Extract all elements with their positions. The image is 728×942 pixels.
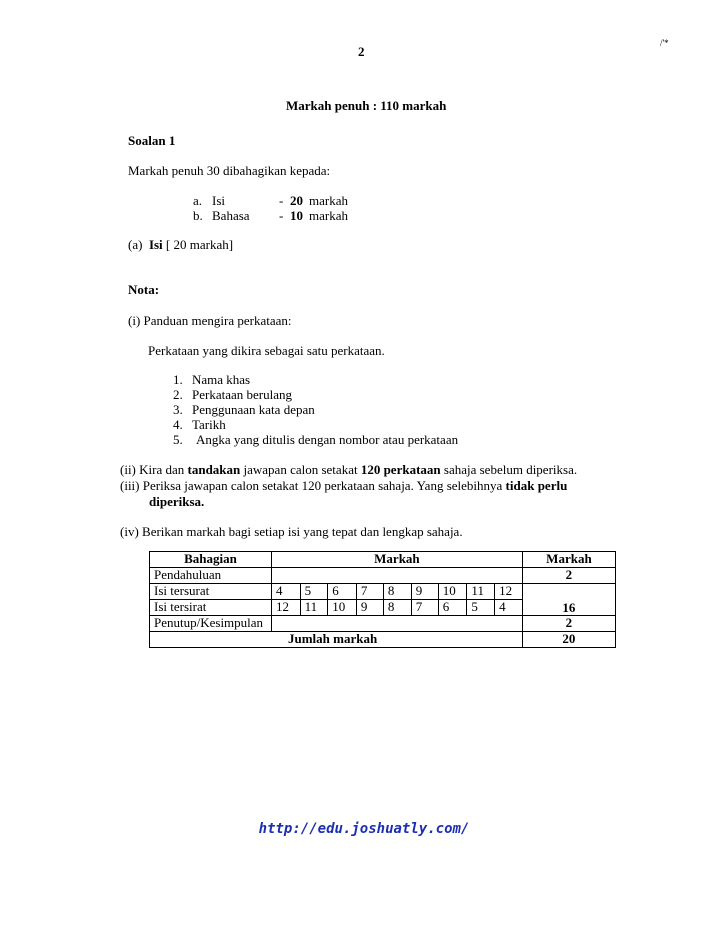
note-ii-text-3: sahaja sebelum diperiksa. — [440, 462, 578, 477]
table-row — [150, 584, 616, 600]
row-total: 2 — [522, 568, 615, 584]
row-label: Isi tersirat — [150, 600, 272, 616]
split-dash: - — [279, 193, 284, 208]
table-sum-row — [150, 632, 616, 648]
mark-cell: 12 — [271, 600, 300, 616]
split-marks: 10 — [290, 208, 303, 223]
row-total: 2 — [522, 616, 615, 632]
mark-cell: 8 — [383, 584, 411, 600]
split-letter: b. — [193, 208, 203, 223]
list-text: Nama khas — [192, 372, 251, 387]
mark-cell: 4 — [271, 584, 300, 600]
list-number: 1. — [173, 372, 183, 387]
note-ii-text-2: jawapan calon setakat — [240, 462, 361, 477]
list-number: 4. — [173, 417, 183, 432]
note-iii-bold-1: tidak perlu — [505, 478, 568, 493]
note-ii-bold-2: 120 perkataan — [360, 462, 441, 477]
part-a-bold: Isi — [148, 237, 163, 252]
full-marks-heading: Markah penuh : 110 markah — [286, 98, 447, 113]
note-ii-text-1: (ii) Kira dan — [120, 462, 188, 477]
mark-cell: 10 — [438, 584, 467, 600]
note-i-sub: Perkataan yang dikira sebagai satu perkataan. — [148, 343, 385, 358]
mark-cell: 7 — [356, 584, 383, 600]
list-number: 3. — [173, 402, 183, 417]
list-text: Perkataan berulang — [192, 387, 292, 402]
mark-cell: 5 — [300, 584, 328, 600]
mark-cell: 12 — [495, 584, 523, 600]
table-row — [150, 568, 616, 584]
mark-cell: 6 — [328, 584, 357, 600]
note-i: (i) Panduan mengira perkataan: — [128, 313, 292, 328]
row-label: Penutup/Kesimpulan — [150, 616, 272, 632]
split-letter: a. — [193, 193, 203, 208]
part-a-prefix: (a) — [128, 237, 143, 252]
mark-cell: 10 — [328, 600, 357, 616]
split-unit: markah — [309, 193, 348, 208]
mark-cell: 7 — [411, 600, 438, 616]
footer-url-link[interactable]: http://edu.joshuatly.com/ — [258, 821, 470, 837]
list-text: Penggunaan kata depan — [192, 402, 315, 417]
table-header-row — [150, 552, 616, 568]
list-number: 5. — [173, 432, 183, 447]
split-unit: markah — [309, 208, 348, 223]
row-label: Isi tersurat — [150, 584, 272, 600]
row-label: Pendahuluan — [150, 568, 272, 584]
header-section: Bahagian — [150, 552, 272, 568]
mark-cell: 5 — [467, 600, 495, 616]
note-ii — [120, 462, 577, 478]
list-number: 2. — [173, 387, 183, 402]
mark-cell: 11 — [467, 584, 495, 600]
page-number: 2 — [358, 44, 365, 59]
sum-label: Jumlah markah — [150, 632, 523, 648]
note-iii-continuation: diperiksa. — [149, 494, 205, 509]
note-iii — [120, 478, 567, 494]
part-a-rest: [ 20 markah] — [165, 237, 234, 252]
row-blank — [271, 568, 522, 584]
split-dash: - — [279, 208, 284, 223]
mark-cell: 9 — [356, 600, 383, 616]
mark-cell: 11 — [300, 600, 328, 616]
note-iv: (iv) Berikan markah bagi setiap isi yang tepat dan lengkap sahaja. — [120, 524, 463, 539]
row-blank — [271, 616, 522, 632]
list-text: Tarikh — [192, 417, 226, 432]
marks-table — [149, 551, 616, 648]
mark-cell: 9 — [411, 584, 438, 600]
header-total: Markah — [522, 552, 615, 568]
split-marks: 20 — [290, 193, 303, 208]
corner-mark: /'* — [660, 38, 669, 48]
sum-value: 20 — [522, 632, 615, 648]
split-name: Isi — [212, 193, 225, 208]
mark-cell: 8 — [383, 600, 411, 616]
question-title: Soalan 1 — [128, 133, 176, 148]
mark-cell: 4 — [495, 600, 523, 616]
nota-label: Nota: — [128, 282, 160, 297]
table-row — [150, 616, 616, 632]
split-name: Bahasa — [212, 208, 250, 223]
part-a-line — [128, 237, 233, 253]
note-iii-text-1: (iii) Periksa jawapan calon setakat 120 perkataan sahaja. Yang selebihnya — [120, 478, 506, 493]
list-text: Angka yang ditulis dengan nombor atau perkataan — [196, 432, 459, 447]
header-marks: Markah — [271, 552, 522, 568]
row-total: 16 — [522, 584, 615, 616]
mark-cell: 6 — [438, 600, 467, 616]
note-ii-bold-1: tandakan — [187, 462, 241, 477]
split-intro: Markah penuh 30 dibahagikan kepada: — [128, 163, 331, 178]
